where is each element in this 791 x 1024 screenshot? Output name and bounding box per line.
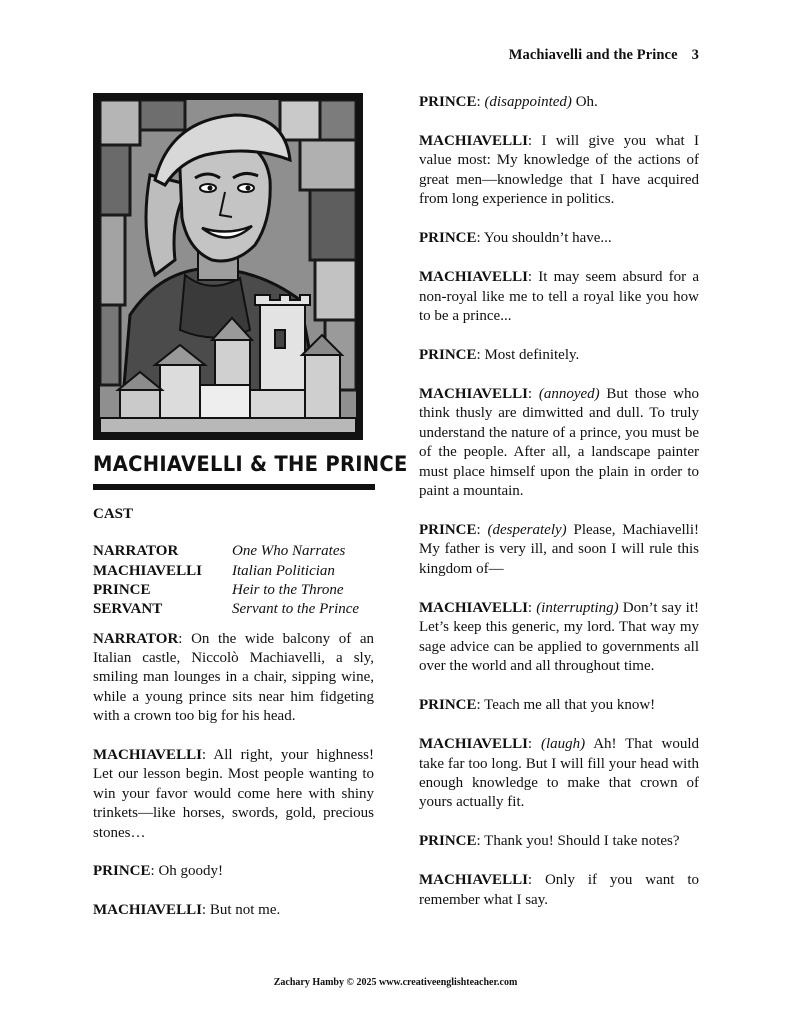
speaker-name: NARRATOR (93, 630, 179, 647)
dialogue-line (419, 268, 699, 326)
dialogue-line (419, 599, 699, 677)
dialogue-line (419, 832, 699, 851)
cast-row (93, 581, 359, 600)
page-footer: Zachary Hamby © 2025 www.creativeenglishteacher.com (273, 977, 518, 988)
dialogue-text: Only if you want to remember what I say. (419, 872, 699, 908)
cast-row (93, 542, 359, 561)
speaker-colon: : (527, 133, 533, 149)
speaker-name: MACHIAVELLI (93, 902, 202, 919)
speaker-name: MACHIAVELLI (419, 269, 528, 286)
speaker-name: PRINCE (419, 522, 477, 539)
dialogue-text: Please, Machiavelli! My father is very ill, and soon I will rule this kingdom of— (419, 522, 699, 577)
dialogue-text: Oh. (571, 94, 598, 110)
cast-description: One Who Narrates (232, 543, 346, 560)
dialogue-text: Most definitely. (480, 347, 580, 364)
cast-list (93, 542, 359, 619)
speaker-name: PRINCE (419, 833, 477, 850)
dialogue-text: It may seem absurd for a non-royal like me to tell a royal like you how to be a prince... (419, 269, 699, 325)
speaker-colon: : (476, 230, 481, 247)
cast-role: SERVANT (93, 601, 163, 618)
speaker-colon: : (476, 94, 481, 110)
cast-description: Heir to the Throne (232, 582, 344, 598)
cast-role: NARRATOR (93, 543, 179, 560)
dialogue-line (93, 630, 374, 727)
running-title: Machiavelli and the Prince (508, 47, 678, 63)
dialogue-line (93, 901, 374, 920)
speaker-name: MACHIAVELLI (419, 736, 528, 753)
dialogue-text: Don’t say it! Let’s keep this generic, my lord. That way my sage advice can be applied to governments all over the world and all throughout time. (419, 599, 699, 675)
speaker-name: MACHIAVELLI (93, 747, 202, 764)
speaker-colon: : (527, 386, 533, 403)
dialogue-line (93, 746, 374, 843)
dialogue-text: On the wide balcony of an Italian castle, Niccolò Machiavelli, a sly, smiling man lounges in a chair, sipping wine, while a young prince sits near him fidgeting with a crown too big for his head. (93, 630, 374, 725)
dialogue-line (419, 93, 699, 112)
cast-description: Italian Politician (232, 562, 335, 579)
speaker-name: MACHIAVELLI (419, 599, 528, 616)
speaker-name: MACHIAVELLI (419, 133, 528, 149)
stage-direction: (disappointed) (484, 94, 572, 110)
stage-direction: (annoyed) (538, 386, 600, 403)
dialogue-line (419, 229, 699, 248)
speaker-colon: : (527, 872, 533, 889)
speaker-name: PRINCE (419, 697, 477, 714)
speaker-colon: : (201, 747, 207, 764)
speaker-colon: : (476, 697, 481, 714)
dialogue-line (93, 862, 374, 881)
speaker-colon: : (527, 736, 533, 753)
stage-direction: (interrupting) (536, 599, 619, 616)
dialogue-line (419, 735, 699, 813)
cast-role: PRINCE (93, 582, 151, 598)
speaker-colon: : (178, 630, 183, 647)
cast-row (93, 562, 359, 581)
speaker-name: MACHIAVELLI (419, 872, 528, 889)
dialogue-text: But not me. (206, 902, 281, 919)
machiavelli-portrait-illustration (93, 93, 363, 440)
dialogue-text: I will give you what I value most: My knowledge of the actions of great men—knowledge that I have acquired from long experience in politics. (419, 133, 699, 208)
dialogue-line (419, 871, 699, 910)
stained-glass-portrait-icon (100, 100, 356, 433)
title-rule (93, 484, 375, 490)
dialogue-text: But those who think thusly are dimwitted and dull. To truly understand the nature of a prince, you must be of the people. After all, a landscape painter must place himself upon the plain in order to paint a mountain. (419, 386, 699, 500)
speaker-name: PRINCE (419, 230, 477, 247)
dialogue-text: Thank you! Should I take notes? (480, 833, 680, 850)
play-title: MACHIAVELLI & THE PRINCE (93, 452, 408, 476)
speaker-colon: : (476, 522, 481, 539)
cast-role: MACHIAVELLI (93, 562, 202, 579)
dialogue-text: Oh goody! (154, 863, 224, 880)
speaker-name: PRINCE (419, 347, 477, 364)
speaker-name: PRINCE (419, 94, 477, 110)
dialogue-text: Teach me all that you know! (480, 697, 656, 714)
speaker-name: MACHIAVELLI (419, 386, 528, 403)
dialogue-line (419, 385, 699, 501)
cast-row (93, 600, 359, 619)
speaker-colon: : (476, 833, 481, 850)
stage-direction: (laugh) (540, 736, 586, 753)
dialogue-line (419, 132, 699, 210)
speaker-colon: : (476, 347, 481, 364)
dialogue-text: You shouldn’t have... (480, 230, 612, 247)
page-number: 3 (691, 47, 699, 63)
running-header (509, 47, 699, 64)
dialogue-text: All right, your highness! Let our lesson begin. Most people wanting to win your favor would come here with shiny trinkets—like horses, swords, gold, precious stones… (93, 747, 374, 841)
speaker-colon: : (527, 269, 533, 286)
speaker-colon: : (201, 902, 207, 919)
stage-direction: (desperately) (487, 522, 567, 539)
cast-label: CAST (93, 506, 134, 522)
left-column (93, 505, 374, 921)
dialogue-line (419, 521, 699, 579)
dialogue-line (419, 696, 699, 715)
speaker-colon: : (150, 863, 155, 880)
speaker-colon: : (527, 599, 533, 616)
dialogue-text: Ah! That would take far too long. But I will fill your head with enough knowledge to make that crown of yours actually fit. (419, 736, 700, 811)
cast-description: Servant to the Prince (232, 601, 360, 618)
speaker-name: PRINCE (93, 863, 151, 880)
dialogue-line (419, 346, 699, 365)
right-column (419, 93, 699, 910)
